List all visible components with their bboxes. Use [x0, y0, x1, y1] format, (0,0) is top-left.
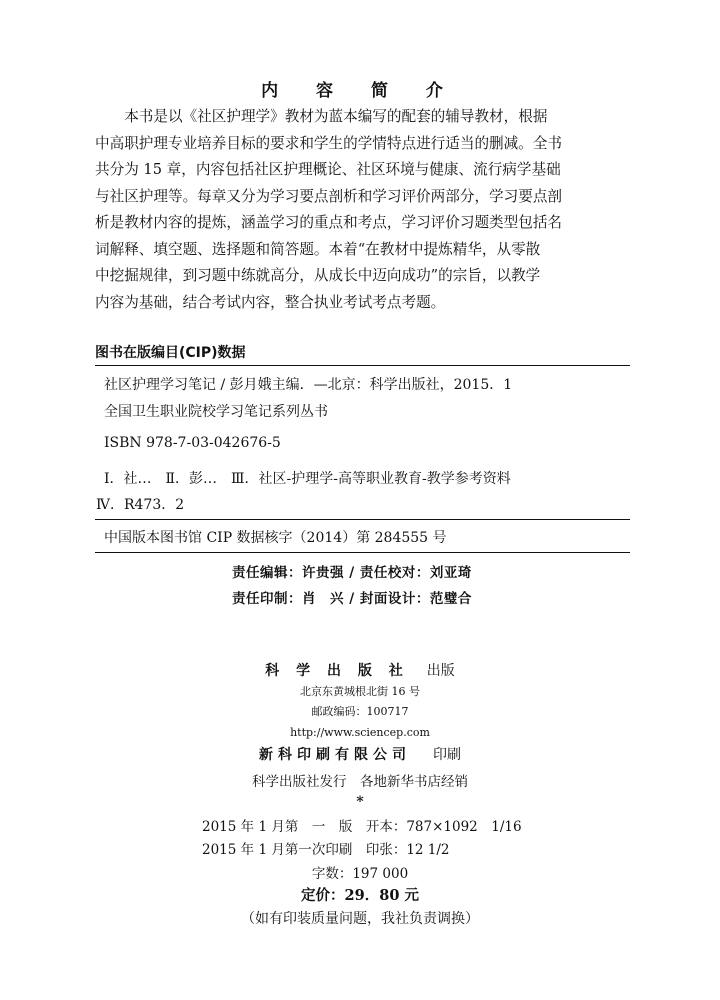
intro-line: 中高职护理专业培养目标的要求和学生的学情特点进行适当的删减。全书 — [95, 134, 563, 152]
credits-editors: 责任编辑：许贵强 / 责任校对：刘亚琦 — [232, 565, 472, 581]
printing-line: 2015 年 1 月第一次印刷 印张：12 1/2 — [202, 842, 450, 858]
printer-name: 新科印刷有限公司 — [259, 747, 411, 763]
section-title: 内 容 简 介 — [261, 81, 459, 101]
edition-line: 2015 年 1 月第 一 版 开本：787×1092 1/16 — [202, 819, 522, 835]
publisher-postcode: 邮政编码：100717 — [311, 705, 409, 718]
publisher-website: http://www.sciencep.com — [290, 726, 430, 739]
distribution-line: 科学出版社发行 各地新华书店经销 — [252, 774, 468, 790]
quality-notice: （如有印装质量问题，我社负责调换） — [241, 911, 479, 927]
printer-action: 印刷 — [433, 747, 461, 763]
cip-bottom-rule — [95, 552, 630, 553]
intro-line: 内容为基础，结合考试内容，整合执业考试考点考题。 — [95, 293, 446, 311]
cip-verification: 中国版本图书馆 CIP 数据核字（2014）第 284555 号 — [104, 530, 447, 546]
cip-series-line: 全国卫生职业院校学习笔记系列丛书 — [104, 404, 328, 420]
publisher-line — [0, 660, 720, 680]
printer-line — [0, 744, 720, 764]
cip-isbn: ISBN 978-7-03-042676-5 — [104, 435, 281, 451]
cip-header: 图书在版编目(CIP)数据 — [95, 345, 246, 361]
publisher-name: 科 学 出 版 社 — [265, 663, 409, 679]
word-count: 字数：197 000 — [311, 866, 409, 882]
intro-paragraph — [95, 104, 630, 316]
intro-line: 共分为 15 章，内容包括社区护理概论、社区环境与健康、流行病学基础 — [95, 161, 561, 178]
publisher-address: 北京东黄城根北街 16 号 — [300, 685, 420, 698]
credits-production: 责任印制：肖 兴 / 封面设计：范璧合 — [232, 591, 472, 607]
cip-middle-rule — [95, 519, 630, 520]
cip-top-rule — [95, 365, 630, 366]
cip-classification-code: Ⅳ．R473．2 — [96, 497, 185, 513]
intro-line: 与社区护理等。每章又分为学习要点剖析和学习评价两部分，学习要点剖 — [95, 187, 563, 205]
intro-line: 本书是以《社区护理学》教材为蓝本编写的配套的辅导教材，根据 — [95, 108, 548, 125]
price: 定价：29．80 元 — [301, 887, 419, 904]
separator-asterisk: * — [356, 794, 364, 810]
cip-title-line: 社区护理学习笔记 / 彭月娥主编．—北京：科学出版社，2015．1 — [104, 377, 513, 393]
intro-line: 析是教材内容的提炼，涵盖学习的重点和考点，学习评价习题类型包括名 — [95, 214, 563, 231]
intro-line: 中挖掘规律，到习题中练就高分，从成长中迈向成功”的宗旨，以教学 — [95, 267, 541, 284]
intro-line: 词解释、填空题、选择题和简答题。本着“在教材中提炼精华，从零散 — [95, 240, 541, 258]
publisher-action: 出版 — [426, 663, 455, 679]
cip-classification: Ⅰ．社… Ⅱ．彭… Ⅲ．社区-护理学-高等职业教育-教学参考资料 — [104, 471, 511, 487]
